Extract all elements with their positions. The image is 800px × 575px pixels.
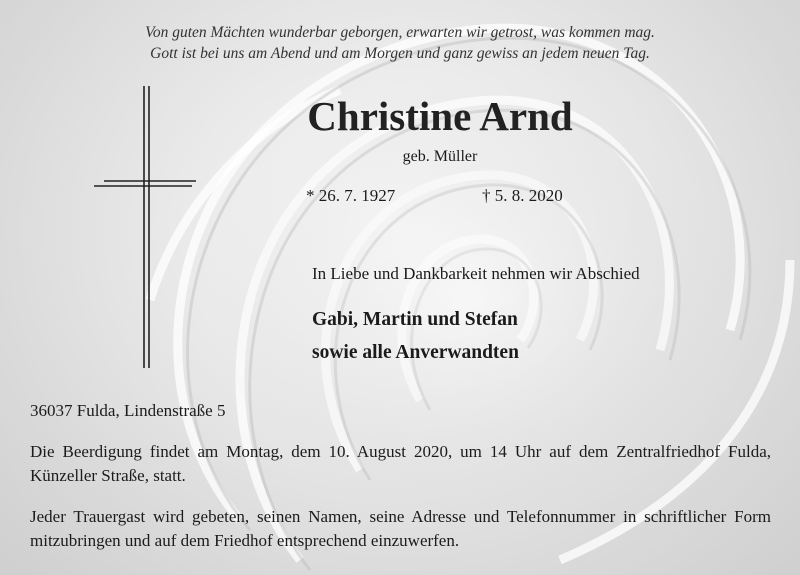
death-date: † 5. 8. 2020 bbox=[482, 186, 563, 205]
quote-line-1: Von guten Mächten wunderbar geborgen, erwarten wir getrost, was kommen mag. bbox=[145, 24, 655, 41]
funeral-notice: Die Beerdigung findet am Montag, dem 10. August 2020, um 14 Uhr auf dem Zentralfriedhof Fulda, Künzeller Straße, statt. bbox=[30, 442, 771, 485]
mourners-line-2: sowie alle Anverwandten bbox=[312, 342, 519, 363]
guest-notice: Jeder Trauergast wird gebeten, seinen Namen, seine Adresse und Telefonnummer in schriftlicher Form mitzubringen und auf dem Friedhof entsprechend einzuwerfen. bbox=[30, 507, 771, 550]
quote bbox=[0, 22, 800, 64]
mourners bbox=[312, 303, 519, 369]
cross-icon bbox=[92, 86, 202, 368]
birth-date: * 26. 7. 1927 bbox=[306, 186, 396, 205]
deceased-name: Christine Arnd bbox=[307, 93, 573, 139]
mourners-line-1: Gabi, Martin und Stefan bbox=[312, 309, 518, 330]
farewell-text: In Liebe und Dankbarkeit nehmen wir Abschied bbox=[312, 264, 640, 283]
quote-line-2: Gott ist bei uns am Abend und am Morgen und ganz gewiss an jedem neuen Tag. bbox=[150, 45, 650, 62]
maiden-name: geb. Müller bbox=[402, 148, 478, 165]
address: 36037 Fulda, Lindenstraße 5 bbox=[30, 401, 226, 420]
